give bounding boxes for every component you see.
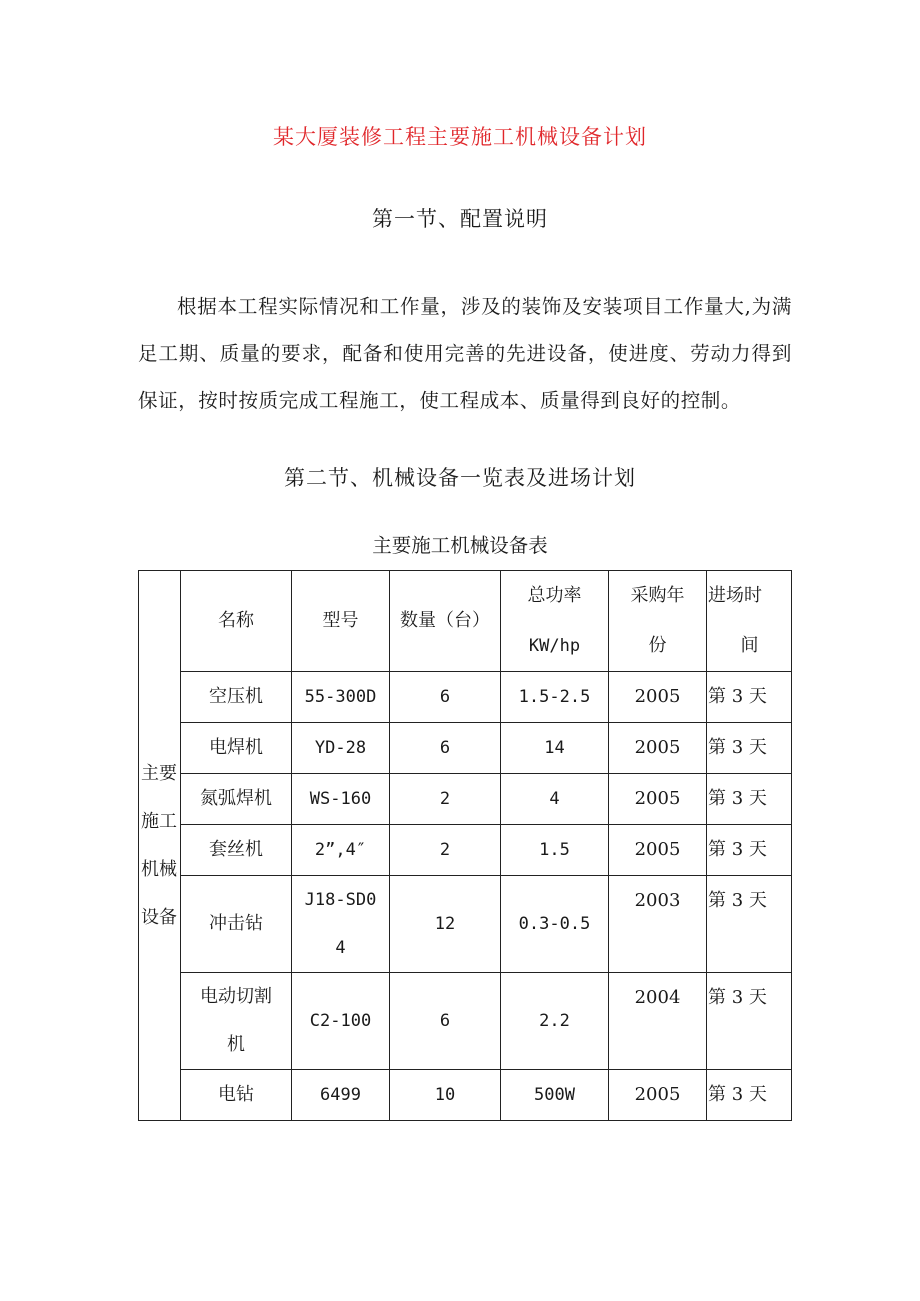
cell-power: 1.5-2.5	[501, 672, 609, 723]
cell-qty: 6	[390, 672, 501, 723]
header-name: 名称	[181, 571, 292, 672]
cell-entry: 第 3 天	[707, 825, 792, 876]
header-year-line2: 份	[648, 635, 667, 656]
cell-year: 2005	[609, 723, 707, 774]
table-row	[139, 825, 792, 876]
table-row	[139, 672, 792, 723]
cell-name	[181, 973, 292, 1070]
section-heading-2: 第二节、机械设备一览表及进场计划	[284, 466, 636, 490]
cell-entry: 第 3 天	[707, 876, 792, 973]
header-year-line1: 采购年	[630, 585, 685, 606]
cell-year: 2004	[609, 973, 707, 1070]
cell-name: 空压机	[181, 672, 292, 723]
cell-power: 500W	[501, 1070, 609, 1121]
cell-year: 2005	[609, 774, 707, 825]
cell-year: 2005	[609, 1070, 707, 1121]
cell-qty: 10	[390, 1070, 501, 1121]
cell-model	[292, 876, 390, 973]
cell-model: YD-28	[292, 723, 390, 774]
cell-entry: 第 3 天	[707, 1070, 792, 1121]
table-row	[139, 774, 792, 825]
cell-model: 6499	[292, 1070, 390, 1121]
cell-power: 2.2	[501, 973, 609, 1070]
table-row	[139, 876, 792, 973]
table-row	[139, 1070, 792, 1121]
side-label-line: 主要	[141, 762, 177, 784]
header-entry-line1: 进场时	[708, 585, 762, 606]
cell-name: 电钻	[181, 1070, 292, 1121]
cell-name: 冲击钻	[181, 876, 292, 973]
table-header-row	[139, 571, 792, 672]
cell-qty: 2	[390, 774, 501, 825]
header-power-line2: KW/hp	[528, 636, 581, 656]
header-entry	[707, 571, 792, 672]
side-label-line: 机械	[141, 858, 177, 880]
cell-power: 0.3-0.5	[501, 876, 609, 973]
cell-year: 2005	[609, 672, 707, 723]
cell-name: 套丝机	[181, 825, 292, 876]
table-caption: 主要施工机械设备表	[372, 534, 548, 557]
body-paragraph: 根据本工程实际情况和工作量，涉及的装饰及安装项目工作量大,为满足工期、质量的要求，配备和使用完善的先进设备，使进度、劳动力得到保证，按时按质完成工程施工，使工程成本、质量得到良好的控制。	[138, 295, 792, 412]
table-row	[139, 723, 792, 774]
header-model: 型号	[292, 571, 390, 672]
cell-qty: 6	[390, 973, 501, 1070]
side-label-line: 施工	[141, 810, 177, 832]
cell-entry: 第 3 天	[707, 973, 792, 1070]
side-label-line: 设备	[141, 906, 177, 928]
cell-name-line1: 电动切割	[200, 986, 272, 1007]
header-power	[501, 571, 609, 672]
cell-power: 4	[501, 774, 609, 825]
cell-qty: 12	[390, 876, 501, 973]
cell-year: 2005	[609, 825, 707, 876]
cell-entry: 第 3 天	[707, 774, 792, 825]
cell-model: 55-300D	[292, 672, 390, 723]
cell-model-line1: J18-SD0	[304, 890, 377, 910]
cell-entry: 第 3 天	[707, 723, 792, 774]
header-power-line1: 总功率	[527, 585, 582, 606]
cell-model: C2-100	[292, 973, 390, 1070]
equipment-table	[138, 570, 792, 1121]
header-year	[609, 571, 707, 672]
cell-year: 2003	[609, 876, 707, 973]
header-entry-line2: 间	[740, 635, 759, 656]
table-row	[139, 973, 792, 1070]
cell-model: 2”,4″	[292, 825, 390, 876]
document-title: 某大厦装修工程主要施工机械设备计划	[273, 125, 647, 149]
cell-name-line2: 机	[227, 1034, 245, 1055]
cell-model: WS-160	[292, 774, 390, 825]
cell-power: 14	[501, 723, 609, 774]
cell-name: 氮弧焊机	[181, 774, 292, 825]
cell-name: 电焊机	[181, 723, 292, 774]
cell-qty: 6	[390, 723, 501, 774]
section-heading-1: 第一节、配置说明	[372, 207, 548, 231]
cell-qty: 2	[390, 825, 501, 876]
cell-power: 1.5	[501, 825, 609, 876]
header-qty: 数量（台）	[390, 571, 501, 672]
cell-model-line2: 4	[335, 938, 346, 958]
cell-entry: 第 3 天	[707, 672, 792, 723]
side-label-cell	[139, 571, 181, 1121]
